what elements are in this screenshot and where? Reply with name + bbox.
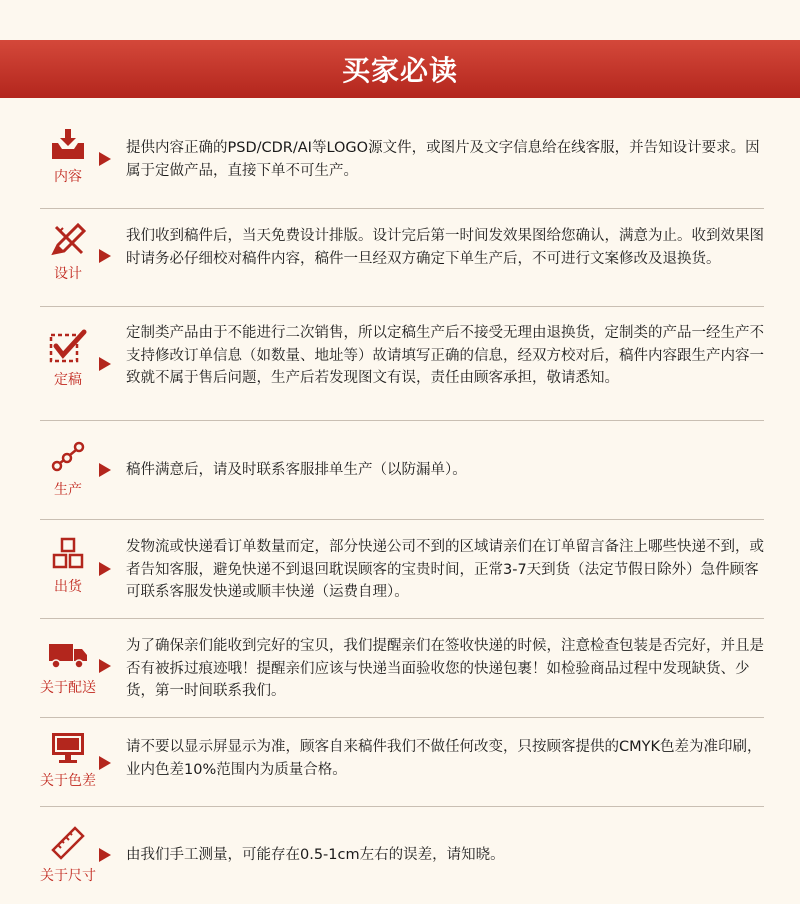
row-text: 我们收到稿件后，当天免费设计排版。设计完后第一时间发效果图给您确认，满意为止。收到效果图时请务必仔细校对稿件内容，稿件一旦经双方确定下单生产后，不可进行文案修改及退换货。 [126,228,764,267]
stacked-boxes-icon [48,536,88,572]
row-label: 关于色差 [40,773,96,789]
info-row-size [40,807,764,904]
info-row-content [40,112,764,209]
row-text: 定制类产品由于不能进行二次销售，所以定稿生产后不接受无理由退换货，定制类的产品一经生产不支持修改订单信息（如数量、地址等）故请填写正确的信息，经双方校对后，稿件内容跟生产内容一致就不属于售后问题，生产后若发现图文有误，责任由顾客承担，敬请悉知。 [126,325,764,386]
row-label: 关于尺寸 [40,868,96,884]
arrow-right-icon [99,152,111,166]
arrow-right-icon [99,463,111,477]
row-label: 生产 [54,482,82,498]
info-row-production [40,421,764,520]
row-text: 由我们手工测量，可能存在0.5-1cm左右的误差，请知晓。 [126,847,505,863]
row-text: 稿件满意后，请及时联系客服排单生产（以防漏单）。 [126,462,467,478]
row-label: 关于配送 [40,680,96,696]
row-text: 提供内容正确的PSD/CDR/AI等LOGO源文件，或图片及文字信息给在线客服，并告知设计要求。因属于定做产品，直接下单不可生产。 [126,140,760,179]
arrow-right-icon [99,756,111,770]
info-row-shipping [40,520,764,619]
inbox-download-icon [48,126,88,162]
info-row-design [40,209,764,307]
workflow-nodes-icon [48,439,88,475]
row-label: 内容 [54,169,82,185]
info-row-finalize [40,307,764,421]
header-banner [0,40,800,98]
pen-ruler-icon [48,223,88,259]
delivery-truck-icon [48,637,88,673]
row-text: 为了确保亲们能收到完好的宝贝，我们提醒亲们在签收快递的时候，注意检查包装是否完好，并且是否有被拆过痕迹哦！提醒亲们应该与快递当面验收您的快递包裹！如检验商品过程中发现缺货、少货，第一时间联系我们。 [126,638,764,699]
arrow-right-icon [99,562,111,576]
checkbox-check-icon [48,329,88,365]
info-row-color-difference [40,718,764,807]
row-label: 出货 [54,579,82,595]
arrow-right-icon [99,249,111,263]
arrow-right-icon [99,659,111,673]
row-text: 请不要以显示屏显示为准，顾客自来稿件我们不做任何改变，只按顾客提供的CMYK色差为准印刷，业内色差10%范围内为质量合格。 [126,739,762,778]
row-text: 发物流或快递看订单数量而定，部分快递公司不到的区域请亲们在订单留言备注上哪些快递不到，或者告知客服，避免快递不到退回耽误顾客的宝贵时间，正常3-7天到货（法定节假日除外）急件顾客可联系客服发快递或顺丰快递（运费自理）。 [126,539,764,600]
page-title: 买家必读 [341,54,458,87]
monitor-icon [48,730,88,766]
info-row-delivery [40,619,764,718]
ruler-icon [48,825,88,861]
arrow-right-icon [99,848,111,862]
row-label: 设计 [54,266,82,282]
arrow-right-icon [99,357,111,371]
row-label: 定稿 [54,372,82,388]
